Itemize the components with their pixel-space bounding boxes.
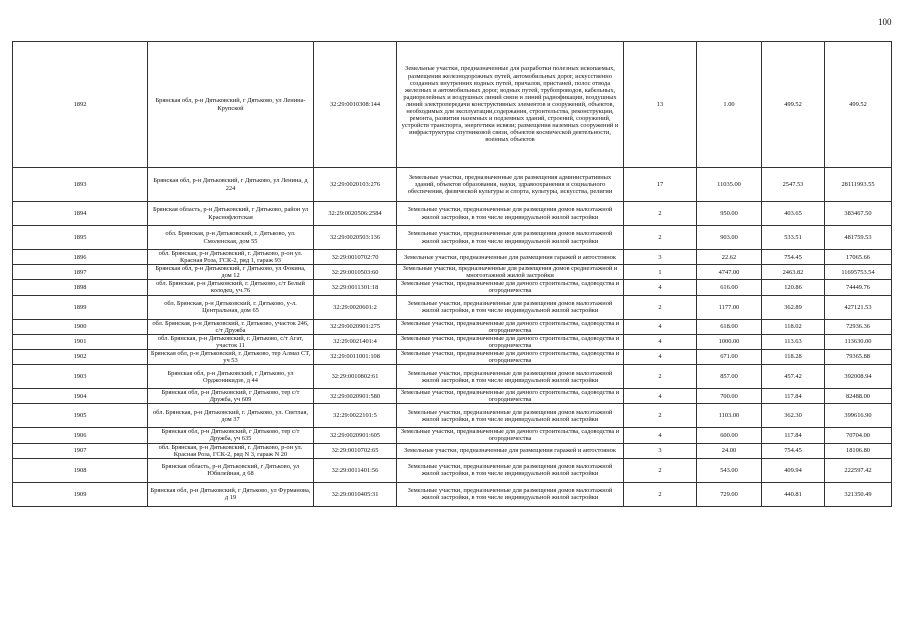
- row-cadastral-value: 74449.76: [825, 280, 892, 295]
- row-land-use: Земельные участки, предназначенные для размещения домов малоэтажной жилой застройки, в том числе индивидуальной жилой застройки: [397, 458, 624, 482]
- row-group: 4: [624, 349, 697, 364]
- row-area: 616.00: [697, 280, 762, 295]
- row-cadastral-value: 383467.50: [825, 202, 892, 226]
- row-group: 4: [624, 428, 697, 443]
- row-cadastral-value: 321350.49: [825, 482, 892, 506]
- row-address: обл. Брянская, р-н Дятьковский, г. Дятьково, р-он ул. Красная Роза, ГСК-2, ряд 1, гараж 93: [148, 250, 314, 265]
- row-cadastral-value: 17065.66: [825, 250, 892, 265]
- row-number: 1900: [13, 319, 148, 334]
- row-group: 17: [624, 168, 697, 202]
- row-group: 2: [624, 365, 697, 389]
- row-area: 543.00: [697, 458, 762, 482]
- row-land-use: Земельные участки, предназначенные для дачного строительства, садоводства и огородничества: [397, 280, 624, 295]
- row-area: 950.00: [697, 202, 762, 226]
- row-cadastral-value: 79365.88: [825, 349, 892, 364]
- row-group: 4: [624, 389, 697, 404]
- row-cadastral-value: 499.52: [825, 42, 892, 168]
- row-area: 1103.00: [697, 404, 762, 428]
- row-number: 1905: [13, 404, 148, 428]
- row-area: 1.00: [697, 42, 762, 168]
- table-row: [13, 349, 892, 364]
- row-area: 671.00: [697, 349, 762, 364]
- row-cadastral-number: 32:29:0020901:580: [314, 389, 397, 404]
- row-specific-value: 440.81: [762, 482, 825, 506]
- table-row: [13, 295, 892, 319]
- table-row: [13, 334, 892, 349]
- row-address: Брянская обл, р-н Дятьковский, г Дятьково, ул Фокина, дом 12: [148, 265, 314, 280]
- row-specific-value: 117.84: [762, 389, 825, 404]
- row-group: 4: [624, 334, 697, 349]
- row-land-use: Земельные участки, предназначенные для дачного строительства, садоводства и огородничества: [397, 319, 624, 334]
- row-cadastral-number: 32:29:0011401:56: [314, 458, 397, 482]
- row-land-use: Земельные участки, предназначенные для размещения административных зданий, объектов образования, науки, здравоохранения и социального обеспечения, физической культуры и спорта, культуры, искусства, религии: [397, 168, 624, 202]
- table-row: [13, 226, 892, 250]
- row-cadastral-value: 11695753.54: [825, 265, 892, 280]
- table-row: [13, 365, 892, 389]
- row-area: 1177.00: [697, 295, 762, 319]
- row-specific-value: 457.42: [762, 365, 825, 389]
- row-cadastral-value: 28111993.55: [825, 168, 892, 202]
- row-land-use: Земельные участки, предназначенные для размещения домов малоэтажной жилой застройки, в том числе индивидуальной жилой застройки: [397, 295, 624, 319]
- row-land-use: Земельные участки, предназначенные для дачного строительства, садоводства и огородничества: [397, 334, 624, 349]
- row-address: обл. Брянская, р-н Дятьковский, г. Дятьково, участок 246, с/т Дружба: [148, 319, 314, 334]
- table-row: [13, 458, 892, 482]
- row-cadastral-value: 481759.53: [825, 226, 892, 250]
- row-group: 3: [624, 443, 697, 458]
- row-area: 700.00: [697, 389, 762, 404]
- row-cadastral-number: 32:29:0021401:4: [314, 334, 397, 349]
- row-specific-value: 533.51: [762, 226, 825, 250]
- row-land-use: Земельные участки, предназначенные для размещения домов малоэтажной жилой застройки, в том числе индивидуальной жилой застройки: [397, 404, 624, 428]
- row-number: 1899: [13, 295, 148, 319]
- row-address: Брянская область, р-н Дятьковский, г Дятьково, район ул Краснофлотская: [148, 202, 314, 226]
- row-specific-value: 754.45: [762, 250, 825, 265]
- table-row: [13, 265, 892, 280]
- row-group: 2: [624, 404, 697, 428]
- row-address: обл. Брянская, р-н Дятьковский, г. Дятьково, р-он ул. Красная Роза, ГСК-2, ряд N 3, гараж N 20: [148, 443, 314, 458]
- row-area: 600.00: [697, 428, 762, 443]
- row-specific-value: 2547.53: [762, 168, 825, 202]
- row-address: Брянская обл, р-н Дятьковский, г. Дятьково, тер Алмаз СТ, уч 53: [148, 349, 314, 364]
- row-land-use: Земельные участки, предназначенные для размещения гаражей и автостоянок: [397, 250, 624, 265]
- row-cadastral-number: 32:29:0010702:65: [314, 443, 397, 458]
- row-specific-value: 113.63: [762, 334, 825, 349]
- row-cadastral-value: 399616.90: [825, 404, 892, 428]
- row-area: 618.00: [697, 319, 762, 334]
- row-specific-value: 118.02: [762, 319, 825, 334]
- row-cadastral-number: 32:29:0010308:144: [314, 42, 397, 168]
- row-land-use: Земельные участки, предназначенные для размещения домов малоэтажной жилой застройки, в том числе индивидуальной жилой застройки: [397, 226, 624, 250]
- row-address: обл. Брянская, р-н Дятьковский, г. Дятьково, с/т Агат, участок 11: [148, 334, 314, 349]
- row-cadastral-value: 222597.42: [825, 458, 892, 482]
- row-cadastral-number: 32:29:0020901:605: [314, 428, 397, 443]
- row-number: 1906: [13, 428, 148, 443]
- table-row: [13, 168, 892, 202]
- row-specific-value: 362.89: [762, 295, 825, 319]
- table-row: [13, 42, 892, 168]
- row-cadastral-value: 113630.00: [825, 334, 892, 349]
- row-number: 1895: [13, 226, 148, 250]
- row-cadastral-value: 82488.00: [825, 389, 892, 404]
- row-specific-value: 118.28: [762, 349, 825, 364]
- row-group: 2: [624, 295, 697, 319]
- row-group: 13: [624, 42, 697, 168]
- row-specific-value: 409.94: [762, 458, 825, 482]
- row-specific-value: 362.30: [762, 404, 825, 428]
- table-row: [13, 443, 892, 458]
- row-cadastral-number: 32:29:0010802:61: [314, 365, 397, 389]
- row-group: 2: [624, 458, 697, 482]
- row-number: 1907: [13, 443, 148, 458]
- row-number: 1898: [13, 280, 148, 295]
- row-land-use: Земельные участки, предназначенные для дачного строительства, садоводства и огородничества: [397, 428, 624, 443]
- table-row: [13, 319, 892, 334]
- row-group: 4: [624, 280, 697, 295]
- row-number: 1908: [13, 458, 148, 482]
- row-address: обл. Брянская, р-н Дятьковский, г. Дятьково, ул. Светлая, дом 37: [148, 404, 314, 428]
- table-row: [13, 404, 892, 428]
- row-number: 1892: [13, 42, 148, 168]
- row-address: обл. Брянская, р-н Дятьковский, г. Дятьково, у-л. Центральная, дом 65: [148, 295, 314, 319]
- row-number: 1903: [13, 365, 148, 389]
- row-number: 1902: [13, 349, 148, 364]
- row-group: 2: [624, 226, 697, 250]
- row-area: 729.00: [697, 482, 762, 506]
- row-cadastral-number: 32:29:0020503:136: [314, 226, 397, 250]
- row-land-use: Земельные участки, предназначенные для размещения домов среднеэтажной и многоэтажной жилой застройки: [397, 265, 624, 280]
- row-address: Брянская обл, р-н Дятьковский, г Дятьково, ул Фурманова, д 19: [148, 482, 314, 506]
- row-area: 857.00: [697, 365, 762, 389]
- row-land-use: Земельные участки, предназначенные для размещения домов малоэтажной жилой застройки, в том числе индивидуальной жилой застройки: [397, 365, 624, 389]
- row-number: 1904: [13, 389, 148, 404]
- row-cadastral-number: 32:29:0010405:31: [314, 482, 397, 506]
- row-group: 4: [624, 319, 697, 334]
- row-area: 22.62: [697, 250, 762, 265]
- table-row: [13, 250, 892, 265]
- row-address: обл. Брянская, р-н Дятьковский, г. Дятьково, с/т Белый колодец, уч.76: [148, 280, 314, 295]
- row-land-use: Земельные участки, предназначенные для размещения домов малоэтажной жилой застройки, в том числе индивидуальной жилой застройки: [397, 482, 624, 506]
- row-address: Брянская область, р-н Дятьковский, г Дятьково, ул Юбилейная, д 68: [148, 458, 314, 482]
- row-number: 1896: [13, 250, 148, 265]
- row-cadastral-number: 32:29:0010702:70: [314, 250, 397, 265]
- row-land-use: Земельные участки, предназначенные для размещения домов малоэтажной жилой застройки, в том числе индивидуальной жилой застройки: [397, 202, 624, 226]
- row-cadastral-number: 32:29:0011301:18: [314, 280, 397, 295]
- page-number: 100: [878, 17, 892, 27]
- land-registry-table: [12, 41, 892, 507]
- row-cadastral-value: 72936.36: [825, 319, 892, 334]
- row-specific-value: 499.52: [762, 42, 825, 168]
- row-specific-value: 2463.82: [762, 265, 825, 280]
- row-specific-value: 117.84: [762, 428, 825, 443]
- row-area: 4747.00: [697, 265, 762, 280]
- row-address: Брянская обл, р-н Дятьковский, г Дятьково, ул Ленина-Крупской: [148, 42, 314, 168]
- row-group: 3: [624, 250, 697, 265]
- row-area: 1000.00: [697, 334, 762, 349]
- row-cadastral-number: 32:29:0022101:5: [314, 404, 397, 428]
- row-area: 903.00: [697, 226, 762, 250]
- row-land-use: Земельные участки, предназначенные для размещения гаражей и автостоянок: [397, 443, 624, 458]
- row-area: 24.00: [697, 443, 762, 458]
- row-group: 2: [624, 482, 697, 506]
- row-cadastral-value: 18106.80: [825, 443, 892, 458]
- row-cadastral-value: 392008.94: [825, 365, 892, 389]
- row-number: 1909: [13, 482, 148, 506]
- row-cadastral-number: 32:29:0020601:2: [314, 295, 397, 319]
- row-area: 11035.00: [697, 168, 762, 202]
- table-row: [13, 428, 892, 443]
- row-specific-value: 403.65: [762, 202, 825, 226]
- row-cadastral-number: 32:29:0010503:60: [314, 265, 397, 280]
- row-address: обл. Брянская, р-н Дятьковский, г. Дятьково, ул. Смоленская, дом 55: [148, 226, 314, 250]
- row-cadastral-number: 32:29:0020506:2584: [314, 202, 397, 226]
- row-cadastral-number: 32:29:0020103:276: [314, 168, 397, 202]
- row-land-use: Земельные участки, предназначенные для дачного строительства, садоводства и огородничества: [397, 389, 624, 404]
- row-address: Брянская обл, р-н Дятьковский, г Дятьково, тер с/т Дружба, уч 609: [148, 389, 314, 404]
- table-row: [13, 280, 892, 295]
- table-row: [13, 202, 892, 226]
- row-number: 1901: [13, 334, 148, 349]
- row-cadastral-value: 70704.00: [825, 428, 892, 443]
- row-group: 1: [624, 265, 697, 280]
- row-address: Брянская обл, р-н Дятьковский, г Дятьково, ул Орджоникидзе, д 44: [148, 365, 314, 389]
- row-land-use: Земельные участки, предназначенные для разработки полезных ископаемых, размещения железнодорожных путей, автомобильных дорог, искусственно созданных внутренних водных путей, причалов, пристаней, полос отвода железных и автомобильных дорог, водных путей, трубопроводов, кабельных, радиорелейных и воздушных линий связи и линий радиофикации, воздушных линий электропередачи конструктивных элементов и сооружений, объектов, необходимых для эксплуатации,содержания, строительства, реконструкции, ремонта, развития наземных и подземных зданий, строений, сооружений, устройств транспорта, энергетики исвязи; размещения наземных сооружений и инфраструктуры спутниковой связи, объектов космической деятельности, военных объектов: [397, 42, 624, 168]
- row-address: Брянская обл, р-н Дятьковский, г Дятьково, ул Ленина, д 224: [148, 168, 314, 202]
- row-specific-value: 754.45: [762, 443, 825, 458]
- row-number: 1897: [13, 265, 148, 280]
- row-number: 1894: [13, 202, 148, 226]
- row-number: 1893: [13, 168, 148, 202]
- row-specific-value: 120.86: [762, 280, 825, 295]
- row-group: 2: [624, 202, 697, 226]
- row-address: Брянская обл, р-н Дятьковский, г Дятьково, тер с/т Дружба, уч 635: [148, 428, 314, 443]
- row-cadastral-value: 427121.53: [825, 295, 892, 319]
- row-land-use: Земельные участки, предназначенные для дачного строительства, садоводства и огородничества: [397, 349, 624, 364]
- row-cadastral-number: 32:29:0020901:275: [314, 319, 397, 334]
- table-row: [13, 482, 892, 506]
- row-cadastral-number: 32:29:0011001:108: [314, 349, 397, 364]
- table-row: [13, 389, 892, 404]
